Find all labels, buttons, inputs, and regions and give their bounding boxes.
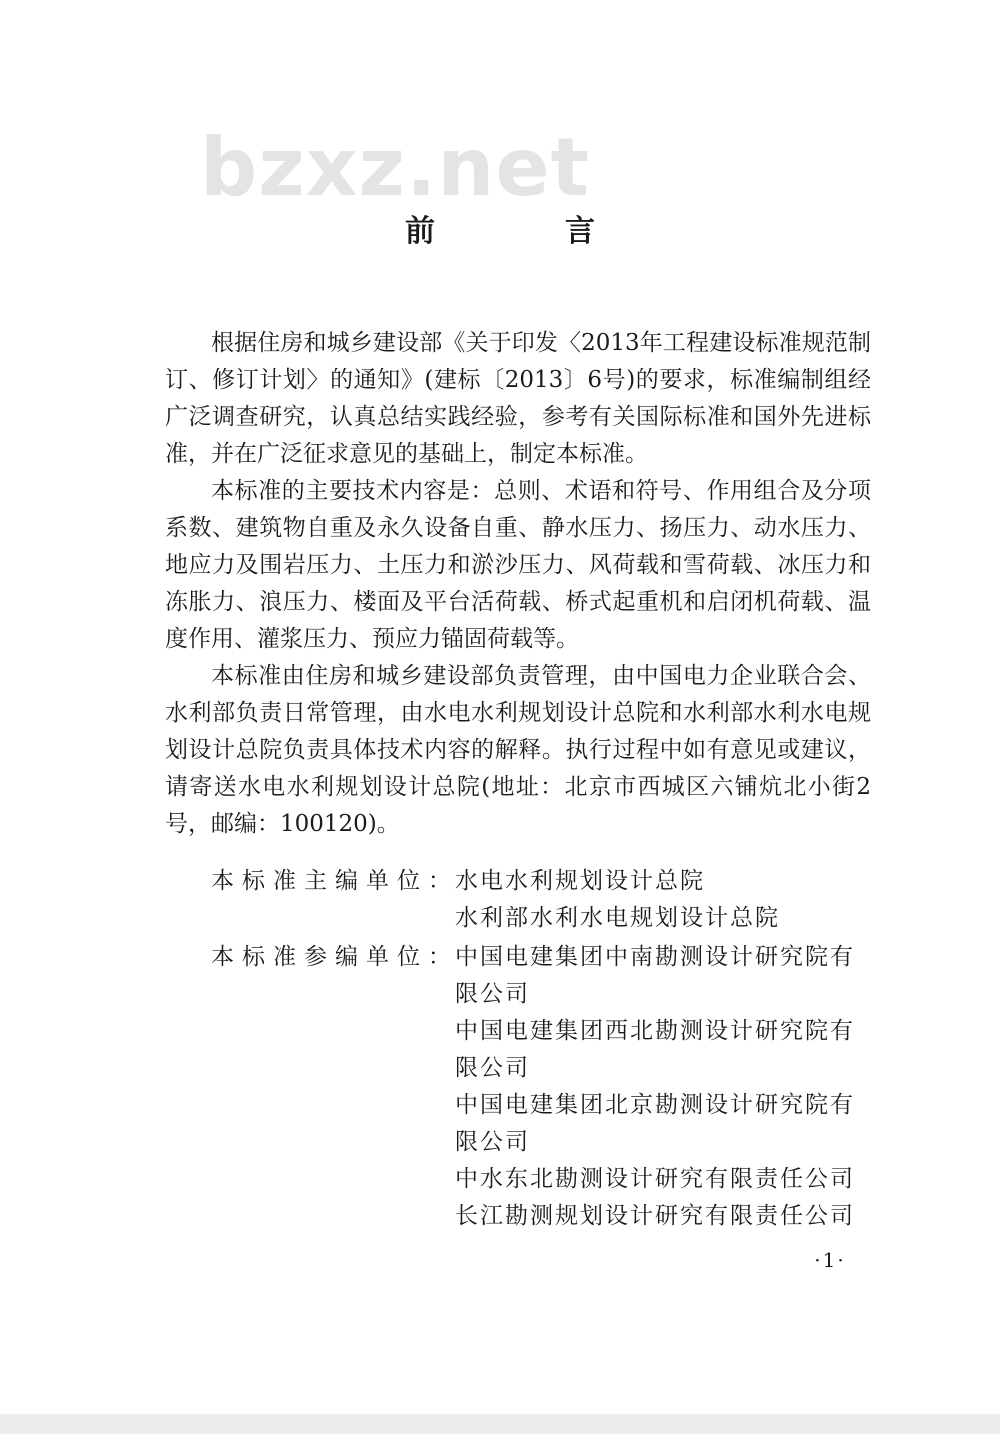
participating-units-block (165, 939, 871, 1235)
participating-unit-item: 中国电建集团西北勘测设计研究院有限公司 (455, 1018, 855, 1081)
participating-unit-item: 长江勘测规划设计研究有限责任公司 (455, 1203, 855, 1229)
participating-units-label: 本标准参编单位： (211, 944, 459, 970)
chief-unit-item: 水利部水利水电规划设计总院 (455, 905, 780, 931)
page-number: ·1· (814, 1248, 846, 1272)
paragraph-background: 根据住房和城乡建设部《关于印发〈2013年工程建设标准规范制订、修订计划〉的通知》(建标〔2013〕6号)的要求，标准编制组经广泛调查研究，认真总结实践经验，参考有关国际标准和国外先进标准，并在广泛征求意见的基础上，制定本标准。 (165, 330, 871, 467)
chief-units-block (165, 863, 871, 937)
paragraph-management: 本标准由住房和城乡建设部负责管理，由中国电力企业联合会、水利部负责日常管理，由水电水利规划设计总院和水利部水利水电规划设计总院负责具体技术内容的解释。执行过程中如有意见或建议，请寄送水电水利规划设计总院(地址：北京市西城区六铺炕北小街2号，邮编：100120)。 (165, 663, 871, 837)
watermark-logo: bzxz.net (200, 121, 590, 214)
viewer-bottom-bar (0, 1414, 1000, 1434)
participating-unit-item: 中国电建集团北京勘测设计研究院有限公司 (455, 1092, 855, 1155)
chief-units-label: 本标准主编单位： (211, 868, 459, 894)
participating-unit-item: 中国电建集团中南勘测设计研究院有限公司 (455, 944, 855, 1007)
paragraph-main-content: 本标准的主要技术内容是：总则、术语和符号、作用组合及分项系数、建筑物自重及永久设备自重、静水压力、扬压力、动水压力、地应力及围岩压力、土压力和淤沙压力、风荷载和雪荷载、冰压力和冻胀力、浪压力、楼面及平台活荷载、桥式起重机和启闭机荷载、温度作用、灌浆压力、预应力锚固荷载等。 (165, 478, 871, 652)
page-title: 前 言 (405, 214, 645, 249)
participating-unit-item: 中水东北勘测设计研究有限责任公司 (455, 1166, 855, 1192)
preface-body (165, 325, 871, 843)
chief-unit-item: 水电水利规划设计总院 (455, 868, 705, 894)
